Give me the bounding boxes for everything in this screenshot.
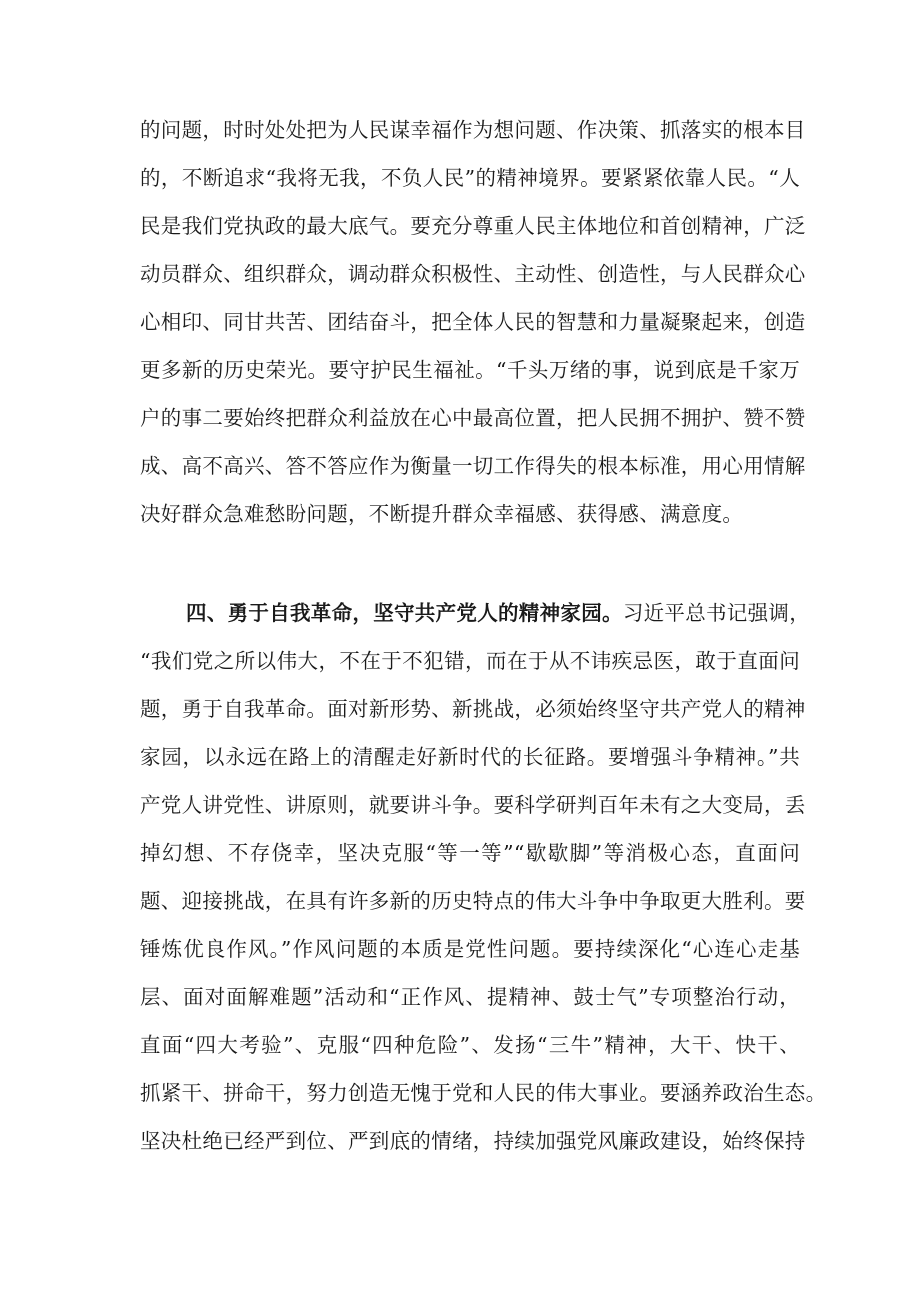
paragraph-line: 动员群众、组织群众，调动群众积极性、主动性、创造性，与人民群众心 xyxy=(140,262,806,286)
paragraph-line: 层、面对面解难题”活动和“正作风、提精神、鼓士气”专项整治行动， xyxy=(140,985,800,1009)
paragraph-first-line xyxy=(186,598,811,628)
paragraph-line: 心相印、同甘共苦、团结奋斗，把全体人民的智慧和力量凝聚起来，创造 xyxy=(140,310,806,334)
paragraph-line: 民是我们党执政的最大底气。要充分尊重人民主体地位和首创精神，广泛 xyxy=(140,214,806,238)
paragraph-line: 题、迎接挑战，在具有许多新的历史特点的伟大斗争中争取更大胜利。要 xyxy=(140,889,806,913)
paragraph-line: 直面“四大考验”、克服“四种危险”、发扬“三牛”精神，大干、快干、 xyxy=(140,1033,800,1057)
paragraph-line: 的，不断追求“我将无我，不负人民”的精神境界。要紧紧依靠人民。“人 xyxy=(140,166,800,190)
paragraph-line: 锤炼优良作风。”作风问题的本质是党性问题。要持续深化“心连心走基 xyxy=(140,937,800,961)
paragraph-line: 掉幻想、不存侥幸，坚决克服“等一等”“歇歇脚”等消极心态，直面问 xyxy=(140,841,800,865)
paragraph-line: 决好群众急难愁盼问题，不断提升群众幸福感、获得感、满意度。 xyxy=(140,502,744,526)
paragraph-line: 抓紧干、拼命干，努力创造无愧于党和人民的伟大事业。要涵养政治生态。 xyxy=(140,1081,827,1105)
paragraph-line: 户的事二要始终把群众利益放在心中最高位置，把人民拥不拥护、赞不赞 xyxy=(140,406,806,430)
section-heading: 四、勇于自我革命，坚守共产党人的精神家园。 xyxy=(186,601,623,625)
heading-continuation: 习近平总书记强调， xyxy=(622,601,811,625)
paragraph-line: 成、高不高兴、答不答应作为衡量一切工作得失的根本标准，用心用情解 xyxy=(140,454,806,478)
paragraph-line: 的问题，时时处处把为人民谋幸福作为想问题、作决策、抓落实的根本目 xyxy=(140,118,806,142)
paragraph-line: 家园，以永远在路上的清醒走好新时代的长征路。要增强斗争精神。”共 xyxy=(140,745,800,769)
paragraph-line: 题，勇于自我革命。面对新形势、新挑战，必须始终坚守共产党人的精神 xyxy=(140,697,806,721)
paragraph-line: 坚决杜绝已经严到位、严到底的情绪，持续加强党风廉政建设，始终保持 xyxy=(140,1129,806,1153)
paragraph-line: 产党人讲党性、讲原则，就要讲斗争。要科学研判百年未有之大变局，丢 xyxy=(140,793,806,817)
paragraph-line: “我们党之所以伟大，不在于不犯错，而在于从不讳疾忌医，敢于直面问 xyxy=(140,649,800,673)
paragraph-line: 更多新的历史荣光。要守护民生福祉。“千头万绪的事，说到底是千家万 xyxy=(140,358,800,382)
